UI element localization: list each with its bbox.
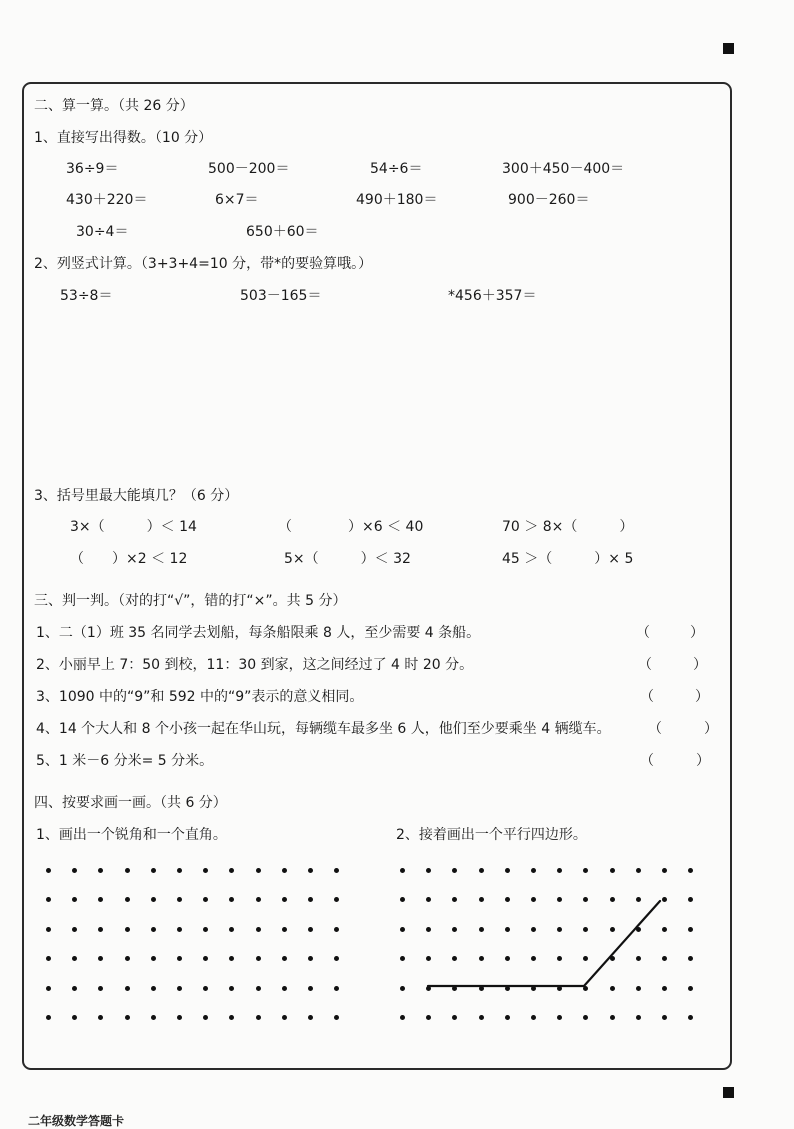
- calc-item: 430＋220＝: [66, 192, 148, 208]
- judge-item: 2、小丽早上 7：50 到校，11：30 到家，这之间经过了 4 时 20 分。: [36, 657, 474, 673]
- answer-paren-open: （: [640, 689, 654, 705]
- judge-item: 3、1090 中的“9”和 592 中的“9”表示的意义相同。: [36, 689, 364, 705]
- footer-text: 二年级数学答题卡: [28, 1114, 125, 1128]
- answer-paren-open: （: [640, 753, 654, 769]
- answer-paren-close: ）: [695, 689, 709, 705]
- fill-item: 3×（ ）＜ 14: [70, 519, 197, 535]
- calc-item: 500－200＝: [208, 161, 290, 177]
- answer-paren-open: （: [636, 625, 650, 641]
- section4-title: 四、按要求画一画。（共 6 分）: [34, 795, 227, 811]
- calc-item: 54÷6＝: [370, 161, 423, 177]
- answer-paren-close: ）: [704, 721, 718, 737]
- fill-item: 45 ＞（ ）× 5: [502, 551, 634, 567]
- section2-title: 二、算一算。（共 26 分）: [34, 98, 194, 114]
- vertical-calc-item: 53÷8＝: [60, 288, 113, 304]
- vertical-calc-item: 503－165＝: [240, 288, 322, 304]
- judge-item: 4、14 个大人和 8 个小孩一起在华山玩，每辆缆车最多坐 6 人，他们至少要乘坐 4 辆缆车。: [36, 721, 611, 737]
- draw-q2-title: 2、接着画出一个平行四边形。: [396, 827, 587, 843]
- answer-paren-open: （: [648, 721, 662, 737]
- calc-item: 490＋180＝: [356, 192, 438, 208]
- fill-item: 70 ＞ 8×（ ）: [502, 519, 634, 535]
- calc-item: 36÷9＝: [66, 161, 119, 177]
- draw-q1-title: 1、画出一个锐角和一个直角。: [36, 827, 227, 843]
- calc-item: 650＋60＝: [246, 224, 319, 240]
- answer-paren-close: ）: [696, 753, 710, 769]
- calc-item: 900－260＝: [508, 192, 590, 208]
- q1-title: 1、直接写出得数。（10 分）: [34, 130, 213, 146]
- q2-title: 2、列竖式计算。（3+3+4=10 分，带*的要验算哦。）: [34, 256, 373, 272]
- judge-item: 5、1 米－6 分米= 5 分米。: [36, 753, 214, 769]
- calc-item: 300＋450－400＝: [502, 161, 625, 177]
- q3-title: 3、括号里最大能填几？（6 分）: [34, 488, 239, 504]
- given-polyline: [428, 901, 660, 986]
- section3-title: 三、判一判。（对的打“√”，错的打“×”。共 5 分）: [34, 593, 347, 609]
- fill-item: 5×（ ）＜ 32: [284, 551, 411, 567]
- fill-item: （ ）×2 ＜ 12: [70, 551, 188, 567]
- calc-item: 6×7＝: [215, 192, 259, 208]
- answer-paren-open: （: [638, 657, 652, 673]
- vertical-calc-item: *456＋357＝: [448, 288, 537, 304]
- answer-paren-close: ）: [690, 625, 704, 641]
- fill-item: （ ）×6 ＜ 40: [278, 519, 424, 535]
- calc-item: 30÷4＝: [76, 224, 129, 240]
- answer-paren-close: ）: [693, 657, 707, 673]
- judge-item: 1、二（1）班 35 名同学去划船，每条船限乘 8 人，至少需要 4 条船。: [36, 625, 481, 641]
